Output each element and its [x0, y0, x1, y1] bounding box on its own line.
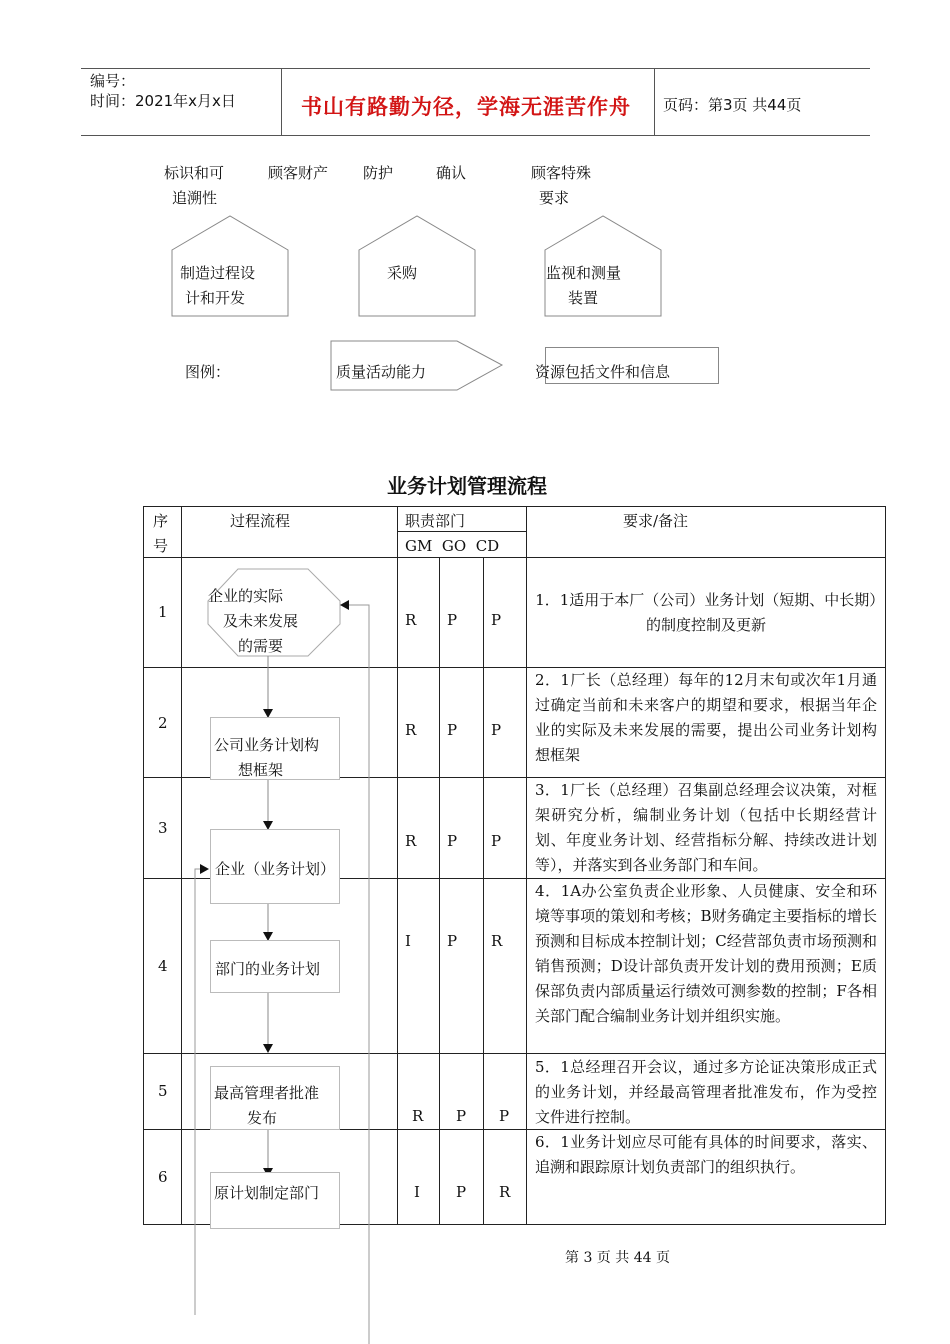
requirement-text: 1．1适用于本厂（公司）业务计划（短期、中长期）的制度控制及更新: [535, 591, 877, 634]
legend-activity-label: 质量活动能力: [336, 363, 427, 381]
flow-text: 企业的实际: [208, 587, 284, 605]
requirement-text: 2．1厂长（总经理）每年的12月末旬或次年1月通过确定当前和未来客户的期望和要求，根据当年企业的实际及未来发展的需要，提出公司业务计划构想框架: [535, 671, 877, 764]
legend-resource-label: 资源包括文件和信息: [535, 363, 671, 381]
row-seq: 1: [158, 603, 168, 621]
diagram-box-label: 采购: [387, 264, 418, 282]
requirement-text: 3．1厂长（总经理）召集副总经理会议决策，对框架研究分析，编制业务计划（包括中长期经营计划、年度业务计划、经营指标分解、持续改进计划等），并落实到各业务部门和车间。: [535, 781, 877, 874]
flow-text: 部门的业务计划: [215, 960, 321, 978]
header-req: 要求/备注: [623, 512, 689, 530]
diagram-label: 标识和可: [164, 164, 225, 182]
diagram-box-label: 计和开发: [185, 289, 246, 307]
resp-gm: R: [405, 611, 417, 629]
process-title: 业务计划管理流程: [387, 474, 547, 498]
diagram-label: 确认: [436, 164, 467, 182]
header-motto: 书山有路勤为径，学海无涯苦作舟: [301, 95, 631, 119]
row-seq: 2: [158, 714, 168, 732]
resp-gm: R: [405, 721, 417, 739]
flow-text: 企业（业务计划）: [215, 860, 336, 878]
feedback-arrow-head: [340, 600, 349, 610]
resp-gm: R: [405, 832, 417, 850]
diagram-box-label: 监视和测量: [546, 264, 622, 282]
flow-text: 想框架: [238, 761, 284, 779]
resp-go: P: [447, 721, 458, 739]
row-seq: 6: [158, 1168, 168, 1186]
diagram-label: 要求: [539, 189, 570, 207]
document-number: 编号：: [90, 72, 136, 90]
flow-text: 最高管理者批准: [214, 1084, 320, 1102]
header-dept-codes: GM GO CD: [405, 537, 500, 555]
resp-go: P: [447, 611, 458, 629]
header-dept: 职责部门: [405, 512, 466, 530]
resp-gm: I: [405, 932, 411, 950]
resp-go: P: [447, 932, 458, 950]
header-seq: 序: [153, 512, 169, 530]
requirement-text: 6．1业务计划应尽可能有具体的时间要求，落实、追溯和跟踪原计划负责部门的组织执行。: [535, 1133, 877, 1176]
legend-title: 图例：: [185, 363, 231, 381]
flow-text: 原计划制定部门: [214, 1184, 320, 1202]
header-flow: 过程流程: [230, 512, 291, 530]
resp-go: P: [456, 1107, 467, 1125]
page-indicator: 页码：第3页 共44页: [663, 96, 802, 114]
diagram-label: 防护: [363, 164, 394, 182]
flow-arrow-head: [263, 1044, 273, 1053]
resp-cd: R: [491, 932, 503, 950]
diagram-label: 顾客财产: [268, 164, 329, 182]
feedback-arrow-head: [200, 864, 209, 874]
flow-text: 公司业务计划构: [214, 736, 320, 754]
row-seq: 5: [158, 1082, 168, 1100]
resp-gm: I: [414, 1183, 420, 1201]
resp-cd: R: [499, 1183, 511, 1201]
flow-text: 发布: [247, 1109, 278, 1127]
resp-cd: P: [491, 611, 502, 629]
flow-text: 的需要: [238, 637, 284, 655]
resp-go: P: [447, 832, 458, 850]
requirement-text: 5．1总经理召开会议，通过多方论证决策形成正式的业务计划，并经最高管理者批准发布，作为受控文件进行控制。: [535, 1058, 877, 1126]
header-seq: 号: [153, 537, 169, 555]
document-time: 时间：2021年x月x日: [90, 92, 236, 110]
resp-gm: R: [412, 1107, 424, 1125]
row-seq: 3: [158, 819, 168, 837]
diagram-label: 追溯性: [172, 189, 218, 207]
requirement-text: 4．1A办公室负责企业形象、人员健康、安全和环境等事项的策划和考核；B财务确定主要指标的增长预测和目标成本控制计划；C经营部负责市场预测和销售预测；D设计部负责开发计划的费用预测；E质保部负责内部质量运行绩效可测参数的控制；F各相关部门配合编制业务计划并组织实施。: [535, 882, 877, 1025]
page-footer: 第 3 页 共 44 页: [565, 1250, 670, 1266]
resp-cd: P: [491, 721, 502, 739]
row-seq: 4: [158, 957, 168, 975]
resp-cd: P: [499, 1107, 510, 1125]
resp-cd: P: [491, 832, 502, 850]
diagram-label: 顾客特殊: [531, 164, 592, 182]
resp-go: P: [456, 1183, 467, 1201]
diagram-box-label: 装置: [568, 289, 599, 307]
flow-text: 及未来发展: [223, 612, 299, 630]
diagram-box-label: 制造过程设: [180, 264, 256, 282]
